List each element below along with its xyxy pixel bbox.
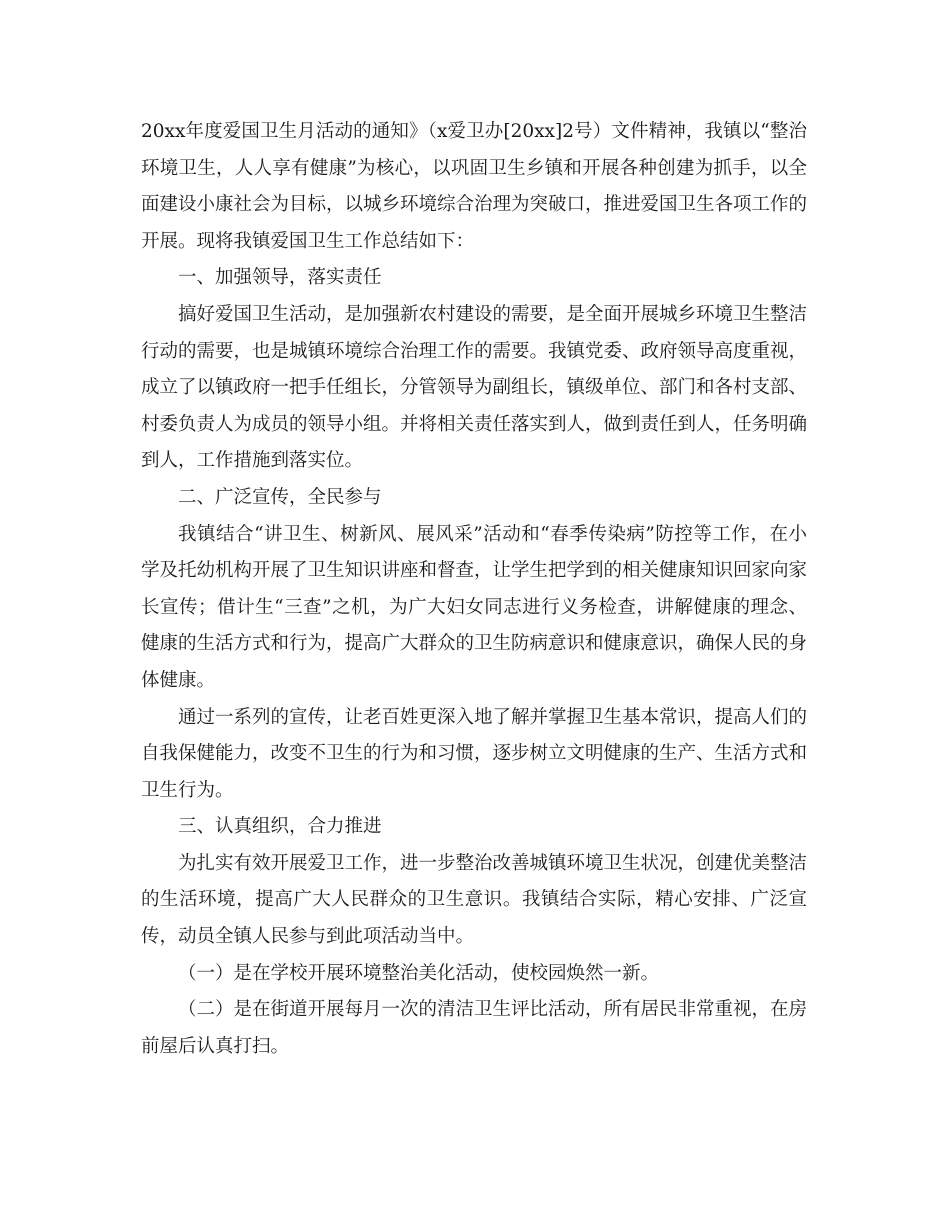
section-3-paragraph: 为扎实有效开展爱卫工作，进一步整治改善城镇环境卫生状况，创建优美整洁的生活环境，提高广大人民群众的卫生意识。我镇结合实际，精心安排、广泛宣传，动员全镇人民参与到此项活动当中。: [141, 852, 808, 948]
intro-paragraph: 20xx年度爱国卫生月活动的通知》（x爱卫办[20xx]2号）文件精神，我镇以“整治环境卫生，人人享有健康”为核心，以巩固卫生乡镇和开展各种创建为抓手，以全面建设小康社会为目标，以城乡环境综合治理为突破口，推进爱国卫生各项工作的开展。现将我镇爱国卫生工作总结如下：: [141, 121, 808, 252]
section-2-heading: 二、广泛宣传，全民参与: [178, 486, 382, 508]
section-3-item-1: （一）是在学校开展环境整治美化活动，使校园焕然一新。: [178, 962, 660, 984]
section-1-heading: 一、加强领导，落实责任: [178, 267, 382, 289]
section-3-heading: 三、认真组织，合力推进: [178, 816, 382, 838]
document-body: [141, 114, 807, 1065]
section-2-paragraph-2: 通过一系列的宣传，让老百姓更深入地了解并掌握卫生基本常识，提高人们的自我保健能力，改变不卫生的行为和习惯，逐步树立文明健康的生产、生活方式和卫生行为。: [141, 706, 808, 801]
section-1-paragraph: 搞好爱国卫生活动，是加强新农村建设的需要，是全面开展城乡环境卫生整洁行动的需要，也是城镇环境综合治理工作的需要。我镇党委、政府领导高度重视，成立了以镇政府一把手任组长，分管领导为副组长，镇级单位、部门和各村支部、村委负责人为成员的领导小组。并将相关责任落实到人，做到责任到人，任务明确到人，工作措施到落实位。: [141, 303, 808, 472]
section-2-paragraph-1: 我镇结合“讲卫生、树新风、展风采”活动和“春季传染病”防控等工作，在小学及托幼机构开展了卫生知识讲座和督查，让学生把学到的相关健康知识回家向家长宣传；借计生“三查”之机，为广大妇女同志进行义务检查，讲解健康的理念、健康的生活方式和行为，提高广大群众的卫生防病意识和健康意识，确保人民的身体健康。: [141, 523, 808, 691]
section-3-item-2: （二）是在街道开展每月一次的清洁卫生评比活动，所有居民非常重视，在房前屋后认真打扫。: [141, 999, 808, 1057]
